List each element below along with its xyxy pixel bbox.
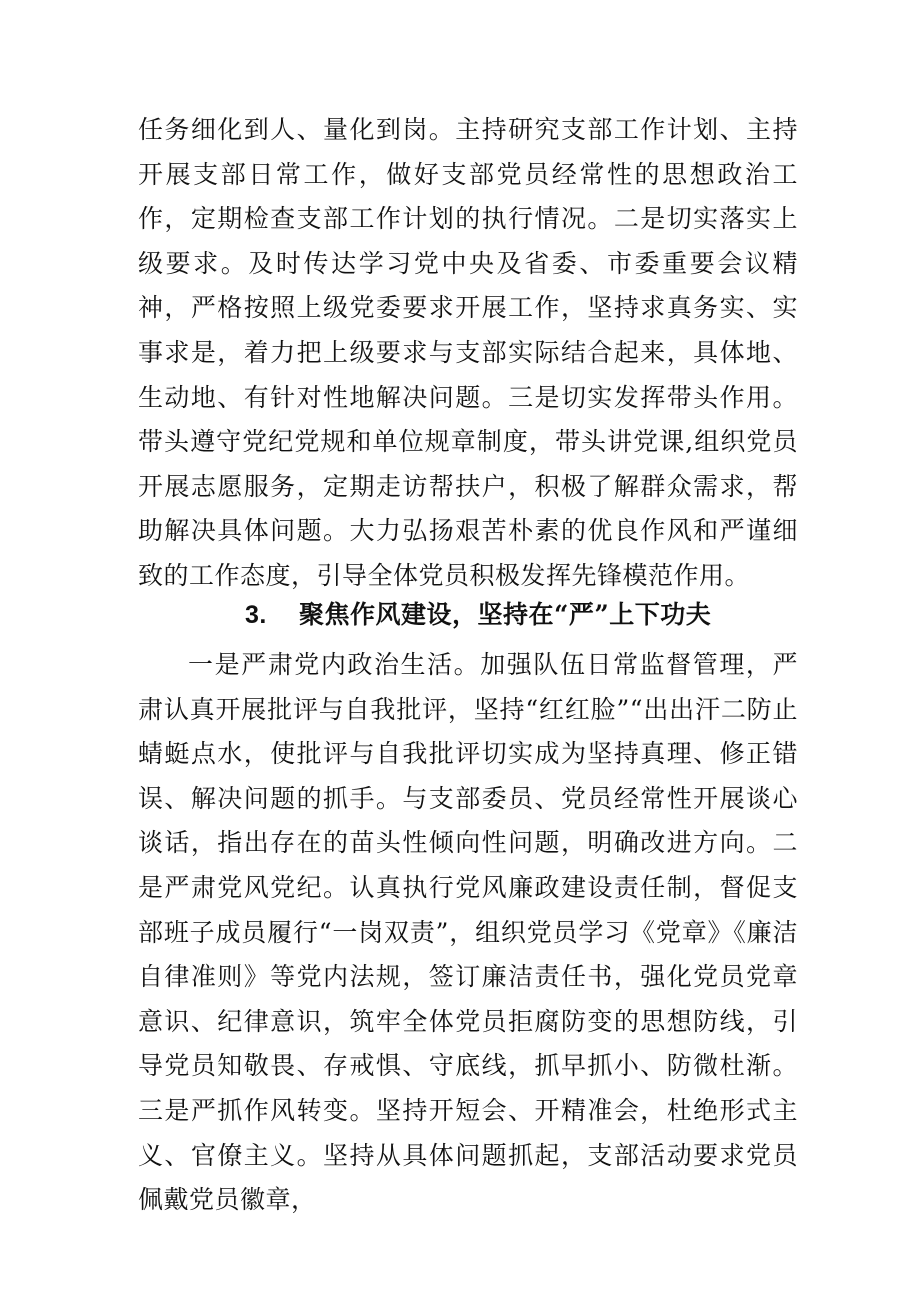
body-paragraph-1: 任务细化到人、量化到岗。主持研究支部工作计划、主持开展支部日常工作，做好支部党员经常性的思想政治工作，定期检查支部工作计划的执行情况。二是切实落实上级要求。及时传达学习党中央及省委、市委重要会议精神，严格按照上级党委要求开展工作，坚持求真务实、实事求是，着力把上级要求与支部实际结合起来，具体地、生动地、有针对性地解决问题。三是切实发挥带头作用。带头遵守党纪党规和单位规章制度，带头讲党课,组织党员开展志愿服务，定期走访帮扶户，积极了解群众需求，帮助解决具体问题。大力弘扬艰苦朴素的优良作风和严谨细致的工作态度，引导全体党员积极发挥先锋模范作用。	[138, 115, 798, 590]
section-title: 聚焦作风建设，坚持在“严”上下功夫	[299, 600, 712, 629]
body-paragraph-2: 一是严肃党内政治生活。加强队伍日常监督管理，严肃认真开展批评与自我批评，坚持“红红脸”“出出汗二防止蜻蜓点水，使批评与自我批评切实成为坚持真理、修正错误、解决问题的抓手。与支部委员、党员经常性开展谈心谈话，指出存在的苗头性倾向性问题，明确改进方向。二是严肃党风党纪。认真执行党风廉政建设责任制，督促支部班子成员履行“一岗双责”，组织党员学习《党章》《廉洁自律准则》等党内法规，签订廉洁责任书，强化党员党章意识、纪律意识，筑牢全体党员拒腐防变的思想防线，引导党员知敬畏、存戒惧、守底线，抓早抓小、防微杜渐。三是严抓作风转变。坚持开短会、开精准会，杜绝形式主义、官僚主义。坚持从具体问题抓起，支部活动要求党员佩戴党员徽章，	[138, 650, 798, 1215]
section-heading	[245, 593, 711, 638]
section-number: 3.	[245, 601, 267, 629]
